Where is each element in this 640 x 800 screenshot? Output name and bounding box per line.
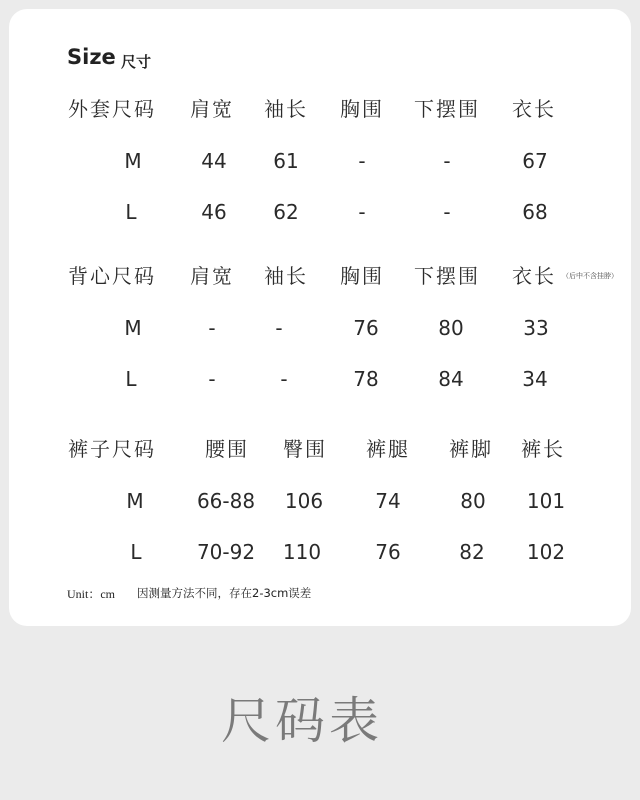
pants-header-waist: 腰围 <box>205 437 249 461</box>
table-cell: 33 <box>523 316 549 340</box>
table-cell: 46 <box>201 200 227 224</box>
table-cell: 102 <box>526 540 566 564</box>
table-cell: 106 <box>284 489 324 513</box>
jacket-header-hem: 下摆围 <box>414 97 480 121</box>
table-cell: L <box>125 200 137 224</box>
table-cell: 78 <box>353 367 379 391</box>
table-cell: 110 <box>282 540 322 564</box>
jacket-header-chest: 胸围 <box>340 97 384 121</box>
table-cell: 44 <box>201 149 227 173</box>
table-cell: 84 <box>438 367 464 391</box>
table-cell: 67 <box>522 149 548 173</box>
table-cell: L <box>130 540 142 564</box>
table-cell: L <box>125 367 137 391</box>
table-cell: 76 <box>353 316 379 340</box>
table-cell: 76 <box>375 540 401 564</box>
table-cell: - <box>358 149 366 173</box>
vest-header-size: 背心尺码 <box>68 264 156 288</box>
vest-header-length: 衣长 <box>512 264 556 288</box>
table-cell: M <box>124 149 142 173</box>
vest-header-shoulder: 肩宽 <box>190 264 234 288</box>
table-cell: - <box>275 316 283 340</box>
jacket-header-length: 衣长 <box>512 97 556 121</box>
table-cell: 70-92 <box>196 540 256 564</box>
table-cell: 62 <box>273 200 299 224</box>
table-cell: - <box>358 200 366 224</box>
table-cell: M <box>126 489 144 513</box>
pants-header-length: 裤长 <box>521 437 565 461</box>
vest-header-sleeve: 袖长 <box>264 264 308 288</box>
pants-header-size: 裤子尺码 <box>68 437 156 461</box>
jacket-header-sleeve: 袖长 <box>264 97 308 121</box>
pants-header-hip: 臀围 <box>283 437 327 461</box>
table-cell: 61 <box>273 149 299 173</box>
table-cell: 68 <box>522 200 548 224</box>
vest-length-note: （后中不含挂脖） <box>562 272 618 280</box>
table-cell: 101 <box>526 489 566 513</box>
table-cell: 80 <box>460 489 486 513</box>
table-cell: - <box>208 367 216 391</box>
table-cell: - <box>280 367 288 391</box>
pants-header-cuff: 裤脚 <box>449 437 493 461</box>
table-cell: - <box>443 149 451 173</box>
table-cell: 74 <box>375 489 401 513</box>
measurement-note: 因测量方法不同，存在2-3cm误差 <box>137 586 312 600</box>
vest-header-chest: 胸围 <box>340 264 384 288</box>
page-title: 尺码表 <box>221 692 383 750</box>
table-cell: - <box>443 200 451 224</box>
vest-header-hem: 下摆围 <box>414 264 480 288</box>
unit-label: Unit：cm <box>67 587 115 601</box>
jacket-header-shoulder: 肩宽 <box>190 97 234 121</box>
size-title: Size <box>67 45 116 69</box>
table-cell: M <box>124 316 142 340</box>
jacket-header-size: 外套尺码 <box>68 97 156 121</box>
size-subtitle: 尺寸 <box>121 53 152 71</box>
table-cell: - <box>208 316 216 340</box>
table-cell: 34 <box>522 367 548 391</box>
table-cell: 66-88 <box>196 489 256 513</box>
table-cell: 80 <box>438 316 464 340</box>
table-cell: 82 <box>459 540 485 564</box>
pants-header-leg: 裤腿 <box>366 437 410 461</box>
